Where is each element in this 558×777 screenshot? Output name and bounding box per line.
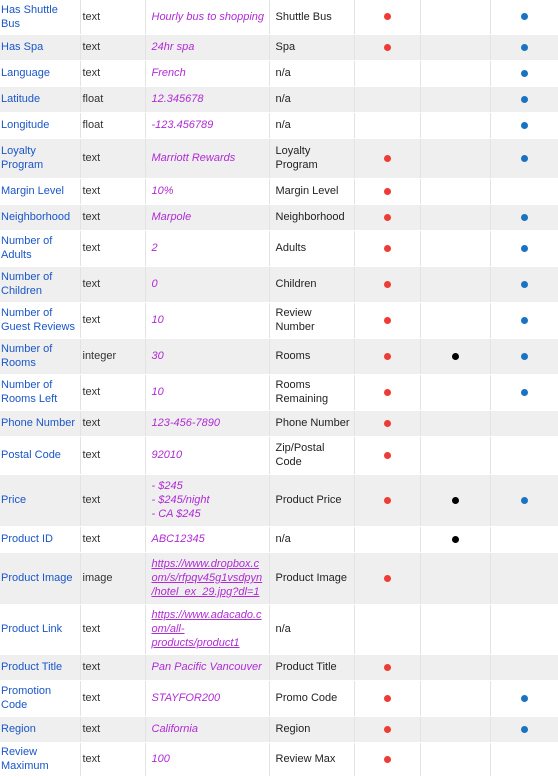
indicator-cell-red bbox=[354, 204, 420, 230]
red-dot-icon bbox=[384, 664, 391, 671]
field-name: Margin Level bbox=[0, 178, 80, 204]
indicator-cell-black bbox=[420, 680, 490, 716]
table-row bbox=[0, 374, 558, 410]
field-type: text bbox=[80, 374, 145, 410]
indicator-cell-red bbox=[354, 86, 420, 112]
indicator-cell-black bbox=[420, 266, 490, 302]
field-example: 10 bbox=[145, 374, 269, 410]
field-name: Phone Number bbox=[0, 410, 80, 436]
indicator-cell-black bbox=[420, 230, 490, 266]
field-type: text bbox=[80, 60, 145, 86]
field-mapping: Review Max bbox=[269, 742, 354, 776]
table-row bbox=[0, 34, 558, 60]
field-name: Has Shuttle Bus bbox=[0, 0, 80, 34]
indicator-cell-blue bbox=[490, 34, 558, 60]
indicator-cell-red bbox=[354, 178, 420, 204]
field-mapping: Zip/Postal Code bbox=[269, 436, 354, 474]
field-example: 2 bbox=[145, 230, 269, 266]
indicator-cell-blue bbox=[490, 474, 558, 526]
field-type: text bbox=[80, 204, 145, 230]
table-row bbox=[0, 410, 558, 436]
field-type: text bbox=[80, 526, 145, 552]
indicator-cell-blue bbox=[490, 60, 558, 86]
red-dot-icon bbox=[384, 420, 391, 427]
indicator-cell-blue bbox=[490, 302, 558, 338]
field-example: Pan Pacific Vancouver bbox=[145, 654, 269, 680]
red-dot-icon bbox=[384, 353, 391, 360]
field-name: Number of Rooms Left bbox=[0, 374, 80, 410]
field-mapping: Rooms Remaining bbox=[269, 374, 354, 410]
table-row bbox=[0, 604, 558, 654]
indicator-cell-blue bbox=[490, 680, 558, 716]
field-mapping: Rooms bbox=[269, 338, 354, 374]
red-dot-icon bbox=[384, 13, 391, 20]
field-type: text bbox=[80, 138, 145, 178]
indicator-cell-red bbox=[354, 138, 420, 178]
blue-dot-icon bbox=[521, 44, 528, 51]
field-mapping: n/a bbox=[269, 526, 354, 552]
blue-dot-icon bbox=[521, 13, 528, 20]
field-type: text bbox=[80, 34, 145, 60]
field-name: Product ID bbox=[0, 526, 80, 552]
field-type: float bbox=[80, 112, 145, 138]
field-example: 24hr spa bbox=[145, 34, 269, 60]
red-dot-icon bbox=[384, 726, 391, 733]
table-row bbox=[0, 0, 558, 34]
table-row bbox=[0, 716, 558, 742]
indicator-cell-red bbox=[354, 60, 420, 86]
field-name: Review Maximum bbox=[0, 742, 80, 776]
field-mapping: Spa bbox=[269, 34, 354, 60]
indicator-cell-black bbox=[420, 474, 490, 526]
table-row bbox=[0, 474, 558, 526]
indicator-cell-black bbox=[420, 112, 490, 138]
blue-dot-icon bbox=[521, 726, 528, 733]
indicator-cell-red bbox=[354, 0, 420, 34]
field-type: text bbox=[80, 680, 145, 716]
indicator-cell-red bbox=[354, 302, 420, 338]
field-type: text bbox=[80, 742, 145, 776]
indicator-cell-blue bbox=[490, 552, 558, 604]
indicator-cell-black bbox=[420, 302, 490, 338]
indicator-cell-blue bbox=[490, 338, 558, 374]
field-type: text bbox=[80, 178, 145, 204]
blue-dot-icon bbox=[521, 245, 528, 252]
field-name: Price bbox=[0, 474, 80, 526]
indicator-cell-blue bbox=[490, 742, 558, 776]
indicator-cell-black bbox=[420, 654, 490, 680]
indicator-cell-blue bbox=[490, 138, 558, 178]
field-type: integer bbox=[80, 338, 145, 374]
indicator-cell-blue bbox=[490, 374, 558, 410]
field-mapping: Phone Number bbox=[269, 410, 354, 436]
blue-dot-icon bbox=[521, 70, 528, 77]
black-dot-icon bbox=[452, 536, 459, 543]
indicator-cell-red bbox=[354, 552, 420, 604]
field-type: text bbox=[80, 302, 145, 338]
field-mapping: Promo Code bbox=[269, 680, 354, 716]
field-mapping: Shuttle Bus bbox=[269, 0, 354, 34]
indicator-cell-blue bbox=[490, 526, 558, 552]
indicator-cell-black bbox=[420, 436, 490, 474]
indicator-cell-blue bbox=[490, 204, 558, 230]
indicator-cell-blue bbox=[490, 230, 558, 266]
indicator-cell-red bbox=[354, 230, 420, 266]
red-dot-icon bbox=[384, 317, 391, 324]
field-mapping: Adults bbox=[269, 230, 354, 266]
field-type: float bbox=[80, 86, 145, 112]
field-example: 100 bbox=[145, 742, 269, 776]
field-name: Loyalty Program bbox=[0, 138, 80, 178]
field-name: Number of Rooms bbox=[0, 338, 80, 374]
indicator-cell-blue bbox=[490, 266, 558, 302]
table-row bbox=[0, 178, 558, 204]
field-example: 12.345678 bbox=[145, 86, 269, 112]
field-mapping: Product Price bbox=[269, 474, 354, 526]
field-example: - $245 - $245/night - CA $245 bbox=[145, 474, 269, 526]
field-mapping: Review Number bbox=[269, 302, 354, 338]
table-row bbox=[0, 654, 558, 680]
indicator-cell-black bbox=[420, 138, 490, 178]
indicator-cell-blue bbox=[490, 436, 558, 474]
field-example: 92010 bbox=[145, 436, 269, 474]
indicator-cell-blue bbox=[490, 654, 558, 680]
field-type: text bbox=[80, 716, 145, 742]
indicator-cell-black bbox=[420, 178, 490, 204]
red-dot-icon bbox=[384, 155, 391, 162]
table-row bbox=[0, 436, 558, 474]
blue-dot-icon bbox=[521, 122, 528, 129]
indicator-cell-red bbox=[354, 266, 420, 302]
blue-dot-icon bbox=[521, 497, 528, 504]
indicator-cell-black bbox=[420, 552, 490, 604]
indicator-cell-blue bbox=[490, 112, 558, 138]
field-example: French bbox=[145, 60, 269, 86]
field-type: text bbox=[80, 604, 145, 654]
field-example[interactable]: https://www.dropbox.com/s/rfpqv45g1vsdpyn/hotel_ex_29.jpg?dl=1 bbox=[145, 552, 269, 604]
field-mapping: Margin Level bbox=[269, 178, 354, 204]
field-example: 10 bbox=[145, 302, 269, 338]
field-name: Number of Adults bbox=[0, 230, 80, 266]
indicator-cell-blue bbox=[490, 178, 558, 204]
field-name: Promotion Code bbox=[0, 680, 80, 716]
blue-dot-icon bbox=[521, 317, 528, 324]
field-name: Latitude bbox=[0, 86, 80, 112]
field-example[interactable]: https://www.adacado.com/all-products/product1 bbox=[145, 604, 269, 654]
table-row bbox=[0, 138, 558, 178]
field-name: Number of Guest Reviews bbox=[0, 302, 80, 338]
red-dot-icon bbox=[384, 389, 391, 396]
blue-dot-icon bbox=[521, 96, 528, 103]
field-example: Marriott Rewards bbox=[145, 138, 269, 178]
indicator-cell-blue bbox=[490, 604, 558, 654]
indicator-cell-black bbox=[420, 204, 490, 230]
indicator-cell-blue bbox=[490, 0, 558, 34]
field-mapping: Loyalty Program bbox=[269, 138, 354, 178]
table-row bbox=[0, 266, 558, 302]
field-mapping: Children bbox=[269, 266, 354, 302]
indicator-cell-black bbox=[420, 716, 490, 742]
indicator-cell-red bbox=[354, 654, 420, 680]
indicator-cell-red bbox=[354, 34, 420, 60]
indicator-cell-black bbox=[420, 742, 490, 776]
field-type: text bbox=[80, 436, 145, 474]
field-name: Language bbox=[0, 60, 80, 86]
field-example: California bbox=[145, 716, 269, 742]
field-mapping: n/a bbox=[269, 604, 354, 654]
field-mapping: Region bbox=[269, 716, 354, 742]
table-row bbox=[0, 302, 558, 338]
indicator-cell-black bbox=[420, 86, 490, 112]
table-row bbox=[0, 338, 558, 374]
table-row bbox=[0, 526, 558, 552]
indicator-cell-blue bbox=[490, 716, 558, 742]
field-example: Marpole bbox=[145, 204, 269, 230]
indicator-cell-black bbox=[420, 60, 490, 86]
field-name: Product Image bbox=[0, 552, 80, 604]
indicator-cell-red bbox=[354, 474, 420, 526]
indicator-cell-red bbox=[354, 742, 420, 776]
blue-dot-icon bbox=[521, 155, 528, 162]
indicator-cell-red bbox=[354, 410, 420, 436]
indicator-cell-blue bbox=[490, 86, 558, 112]
field-type: text bbox=[80, 230, 145, 266]
field-type: text bbox=[80, 0, 145, 34]
red-dot-icon bbox=[384, 452, 391, 459]
field-example: ABC12345 bbox=[145, 526, 269, 552]
field-name: Product Title bbox=[0, 654, 80, 680]
indicator-cell-red bbox=[354, 338, 420, 374]
indicator-cell-red bbox=[354, 680, 420, 716]
black-dot-icon bbox=[452, 497, 459, 504]
field-type: text bbox=[80, 410, 145, 436]
field-example: 30 bbox=[145, 338, 269, 374]
black-dot-icon bbox=[452, 353, 459, 360]
table-row bbox=[0, 680, 558, 716]
table-row bbox=[0, 204, 558, 230]
red-dot-icon bbox=[384, 756, 391, 763]
indicator-cell-blue bbox=[490, 410, 558, 436]
red-dot-icon bbox=[384, 44, 391, 51]
table-row bbox=[0, 112, 558, 138]
table-row bbox=[0, 742, 558, 776]
field-example: STAYFOR200 bbox=[145, 680, 269, 716]
field-example: 0 bbox=[145, 266, 269, 302]
field-mapping: Neighborhood bbox=[269, 204, 354, 230]
field-mapping: n/a bbox=[269, 86, 354, 112]
indicator-cell-red bbox=[354, 374, 420, 410]
field-name: Number of Children bbox=[0, 266, 80, 302]
table-row bbox=[0, 230, 558, 266]
indicator-cell-red bbox=[354, 716, 420, 742]
table-row bbox=[0, 86, 558, 112]
indicator-cell-black bbox=[420, 410, 490, 436]
field-name: Region bbox=[0, 716, 80, 742]
field-mapping: n/a bbox=[269, 60, 354, 86]
indicator-cell-black bbox=[420, 34, 490, 60]
field-mapping: Product Image bbox=[269, 552, 354, 604]
indicator-cell-black bbox=[420, 374, 490, 410]
field-mapping: Product Title bbox=[269, 654, 354, 680]
indicator-cell-red bbox=[354, 604, 420, 654]
field-name: Has Spa bbox=[0, 34, 80, 60]
red-dot-icon bbox=[384, 695, 391, 702]
field-name: Neighborhood bbox=[0, 204, 80, 230]
red-dot-icon bbox=[384, 188, 391, 195]
field-example: 10% bbox=[145, 178, 269, 204]
indicator-cell-red bbox=[354, 436, 420, 474]
indicator-cell-black bbox=[420, 604, 490, 654]
field-type: text bbox=[80, 654, 145, 680]
blue-dot-icon bbox=[521, 353, 528, 360]
field-example: 123-456-7890 bbox=[145, 410, 269, 436]
red-dot-icon bbox=[384, 281, 391, 288]
red-dot-icon bbox=[384, 497, 391, 504]
field-mapping: n/a bbox=[269, 112, 354, 138]
blue-dot-icon bbox=[521, 214, 528, 221]
red-dot-icon bbox=[384, 214, 391, 221]
indicator-cell-red bbox=[354, 526, 420, 552]
blue-dot-icon bbox=[521, 695, 528, 702]
indicator-cell-red bbox=[354, 112, 420, 138]
field-name: Longitude bbox=[0, 112, 80, 138]
field-name: Postal Code bbox=[0, 436, 80, 474]
table-row bbox=[0, 552, 558, 604]
blue-dot-icon bbox=[521, 389, 528, 396]
field-type: text bbox=[80, 474, 145, 526]
blue-dot-icon bbox=[521, 281, 528, 288]
field-name: Product Link bbox=[0, 604, 80, 654]
field-example: -123.456789 bbox=[145, 112, 269, 138]
field-example: Hourly bus to shopping bbox=[145, 0, 269, 34]
red-dot-icon bbox=[384, 575, 391, 582]
red-dot-icon bbox=[384, 245, 391, 252]
indicator-cell-black bbox=[420, 0, 490, 34]
indicator-cell-black bbox=[420, 526, 490, 552]
table-row bbox=[0, 60, 558, 86]
field-type: image bbox=[80, 552, 145, 604]
field-type: text bbox=[80, 266, 145, 302]
indicator-cell-black bbox=[420, 338, 490, 374]
